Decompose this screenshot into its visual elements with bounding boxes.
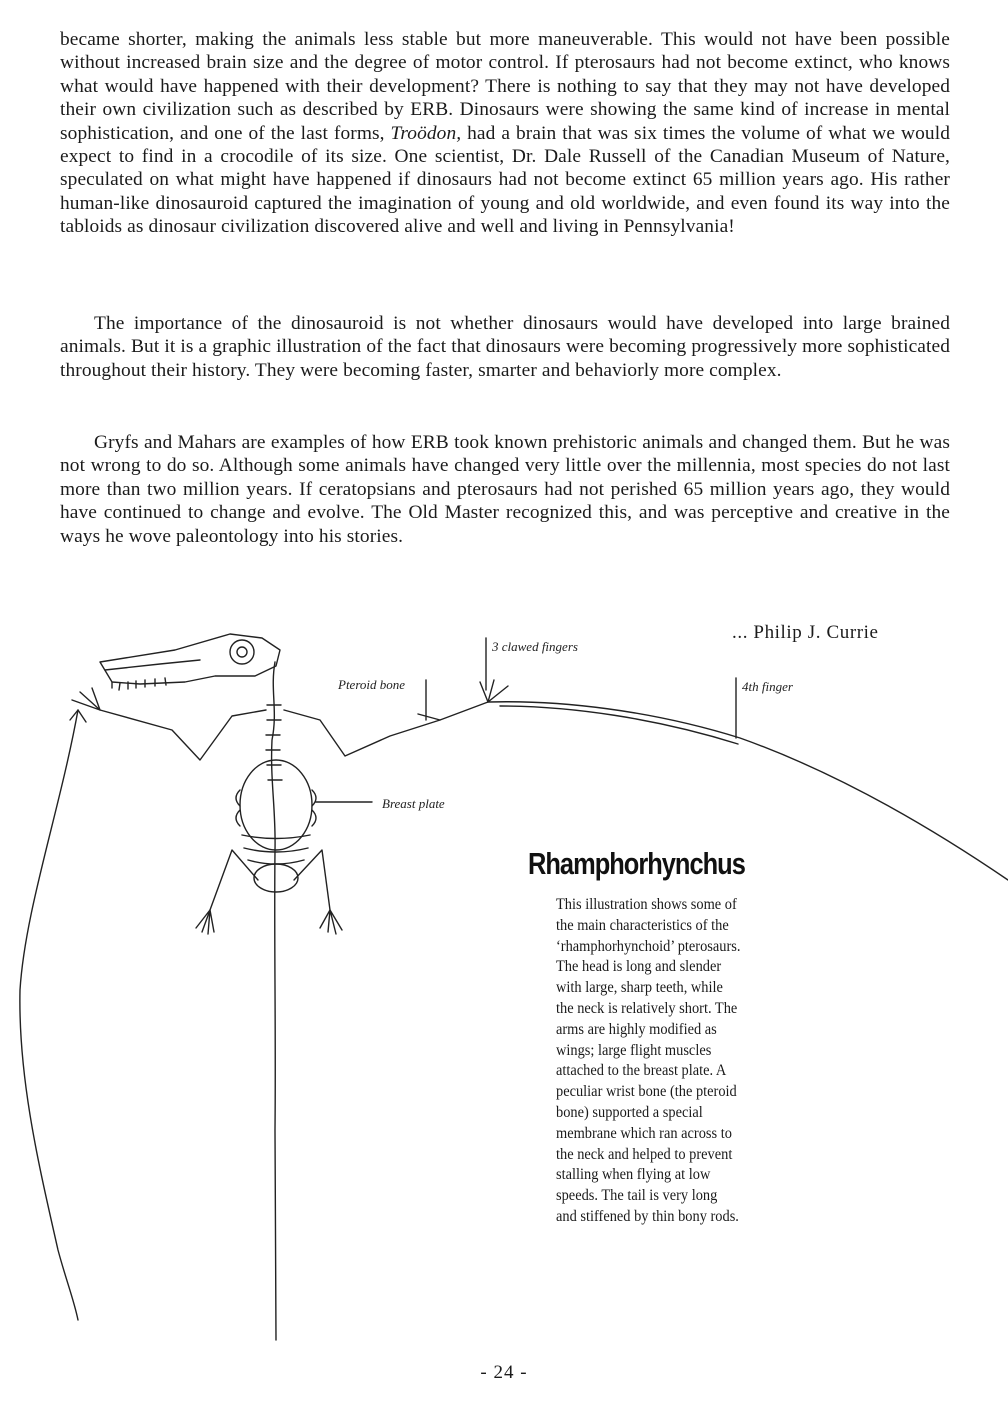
paragraph-1-text-b: had a brain that was six times the volume of what we would expect to find in a crocodile of its size. One scientist, Dr. Dale Russell of the Canadian Museum of Nature, speculated on what might have happened if dinosaurs had not become extinct 65 million years ago. His rather human-like dinosauroid captured the imagination of young and old worldwide, and even found its way into the tabloids as dinosaur civilization discovered alive and well and living in Pennsylvania!: [60, 122, 950, 238]
page-number: - 24 -: [480, 1362, 528, 1383]
spine-and-tail-drawing: [272, 662, 276, 1340]
illustration-caption: This illustration shows some of the main characteristics of the ‘rhamphorhynchoid’ pterosaurs. The head is long and slender with large, sharp teeth, while the neck is relatively short. The arms are highly modified as wings; large flight muscles attached to the breast plate. A peculiar wrist bone (the pteroid bone) supported a special membrane which ran across to the neck and helped to prevent stalling when flying at low speeds. The tail is very long and stiffened by thin bony rods.: [556, 896, 741, 1225]
body-paragraph-1: [60, 28, 950, 239]
rhamphorhynchus-skeleton-illustration: [0, 610, 1008, 1350]
left-wing-drawing: [20, 688, 266, 1320]
label-4th-finger: 4th finger: [742, 679, 793, 694]
body-paragraph-3: Gryfs and Mahars are examples of how ERB took known prehistoric animals and changed them. But he was not wrong to do so. Although some animals have changed very little over the millennia, most species do not last more than two million years. If ceratopsians and pterosaurs had not perished 65 million years ago, they would have continued to change and evolve. The Old Master recognized this, and was perceptive and creative in the ways he wove paleontology into his stories.: [60, 432, 950, 547]
label-breast-plate: Breast plate: [382, 796, 445, 811]
troodon-italic: Troödon,: [390, 122, 462, 144]
pelvis-and-legs-drawing: [196, 850, 342, 934]
skull-drawing: [100, 634, 280, 690]
label-pteroid-bone: Pteroid bone: [338, 677, 406, 692]
author-signature: ... Philip J. Currie: [732, 622, 879, 643]
body-paragraph-2: The importance of the dinosauroid is not whether dinosaurs would have developed into large brained animals. But it is a graphic illustration of the fact that dinosaurs were becoming progressively more sophisticated throughout their history. They were becoming faster, smarter and behaviorly more complex.: [60, 313, 950, 381]
illustration-title: Rhamphorhynchus: [528, 846, 745, 881]
label-clawed-fingers: 3 clawed fingers: [492, 639, 578, 654]
paragraph-1-text-a: became shorter, making the animals less stable but more maneuverable. This would not have been possible without increased brain size and the degree of motor control. If pterosaurs had not become extinct, who knows what would have happened with their development? There is nothing to say that they may not have developed their own civilization such as described by ERB. Dinosaurs were showing the same kind of increase in mental sophistication, and one of the last forms,: [60, 29, 950, 144]
ribcage-drawing: [236, 760, 316, 864]
